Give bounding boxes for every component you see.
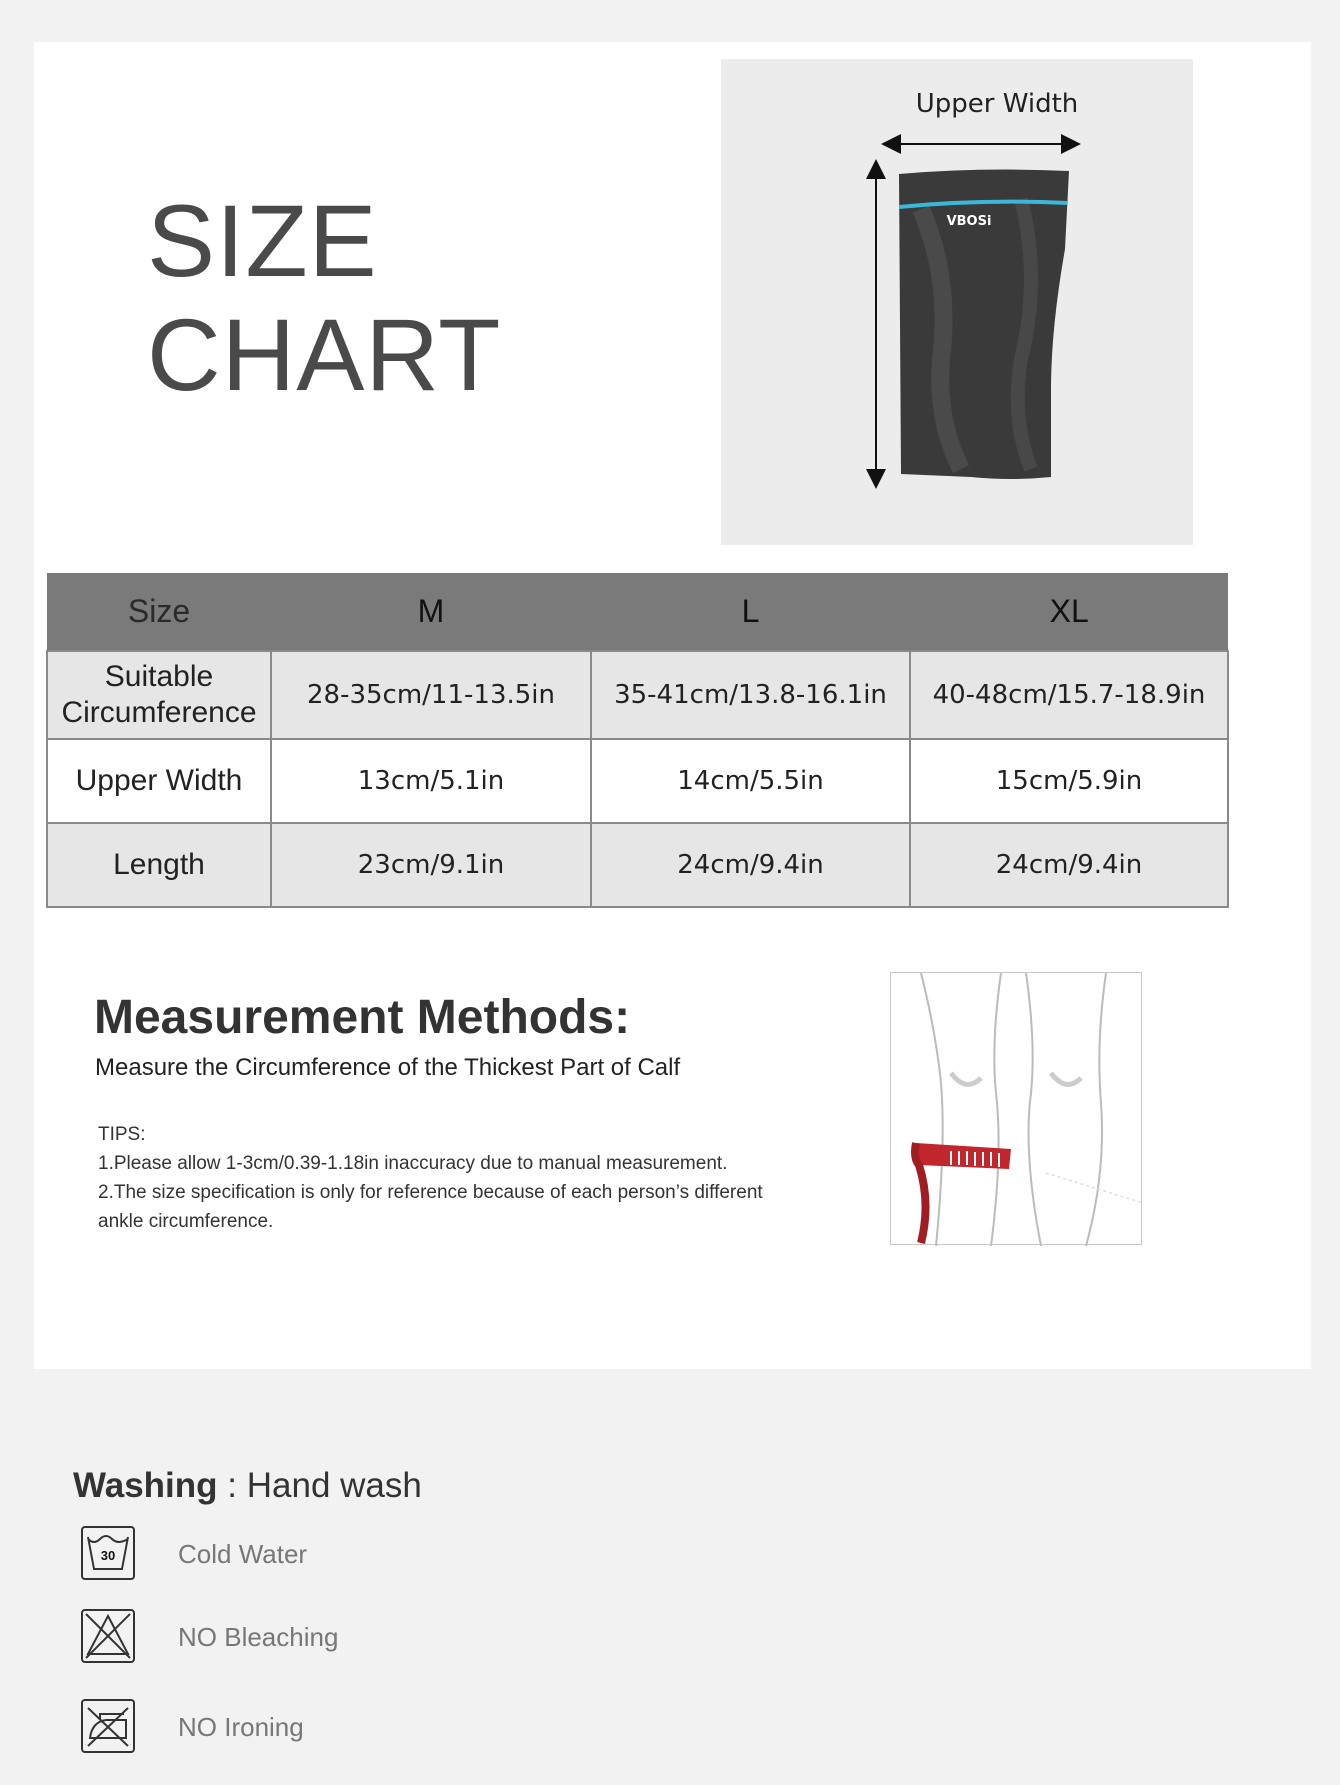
table-cell: 15cm/5.9in — [910, 739, 1228, 823]
upper-width-label: Upper Width — [915, 89, 1079, 119]
table-row — [47, 739, 1228, 823]
wash-30-icon — [80, 1525, 136, 1581]
care-item-no-iron — [80, 1698, 680, 1758]
tip-item: 1.Please allow 1-3cm/0.39-1.18in inaccuracy due to manual measurement. — [98, 1153, 728, 1174]
table-cell: 14cm/5.5in — [591, 739, 910, 823]
no-bleach-icon — [80, 1608, 136, 1664]
tips-block — [98, 1120, 858, 1236]
page-title — [147, 184, 501, 412]
measurement-title: Measurement Methods: — [94, 991, 631, 1044]
table-cell: 40-48cm/15.7-18.9in — [910, 651, 1228, 739]
care-label: NO Bleaching — [178, 1622, 339, 1652]
table-row — [47, 823, 1228, 907]
table-cell: 28-35cm/11-13.5in — [271, 651, 591, 739]
row-label-upper-width: Upper Width — [47, 739, 271, 823]
washing-label: Washing — [73, 1466, 218, 1505]
washing-value: Hand wash — [246, 1466, 422, 1505]
care-label: NO Ironing — [178, 1712, 304, 1742]
header-xl: XL — [910, 573, 1228, 651]
size-table — [46, 573, 1229, 908]
title-line-1: SIZE — [147, 184, 378, 298]
svg-text:30: 30 — [100, 1548, 116, 1563]
care-item-cold-water — [80, 1525, 680, 1585]
no-iron-icon — [80, 1698, 136, 1754]
table-cell: 24cm/9.4in — [910, 823, 1228, 907]
washing-separator: : — [227, 1466, 237, 1505]
calf-sleeve-illustration — [721, 59, 1193, 545]
table-cell: 13cm/5.1in — [271, 739, 591, 823]
measurement-subtitle: Measure the Circumference of the Thickest Part of Calf — [95, 1054, 681, 1081]
table-row — [47, 651, 1228, 739]
table-header-row — [47, 573, 1228, 651]
header-size: Size — [47, 573, 271, 651]
brand-logo: VBOSi — [946, 214, 992, 229]
care-item-no-bleach — [80, 1608, 680, 1668]
row-label-length: Length — [47, 823, 271, 907]
table-cell: 35-41cm/13.8-16.1in — [591, 651, 910, 739]
row-label-circumference: Suitable Circumference — [47, 651, 271, 739]
table-cell: 24cm/9.4in — [591, 823, 910, 907]
care-label: Cold Water — [178, 1539, 308, 1569]
washing-heading — [73, 1466, 422, 1506]
measuring-tape — [916, 1143, 1011, 1169]
header-l: L — [591, 573, 910, 651]
header-m: M — [271, 573, 591, 651]
table-cell: 23cm/9.1in — [271, 823, 591, 907]
tips-heading: TIPS: — [98, 1124, 146, 1145]
calf-measurement-illustration — [890, 972, 1142, 1245]
product-image-panel — [721, 59, 1193, 545]
tip-item: 2.The size specification is only for reference because of each person’s different ankle circumference. — [98, 1182, 763, 1232]
title-line-2: CHART — [147, 298, 502, 412]
